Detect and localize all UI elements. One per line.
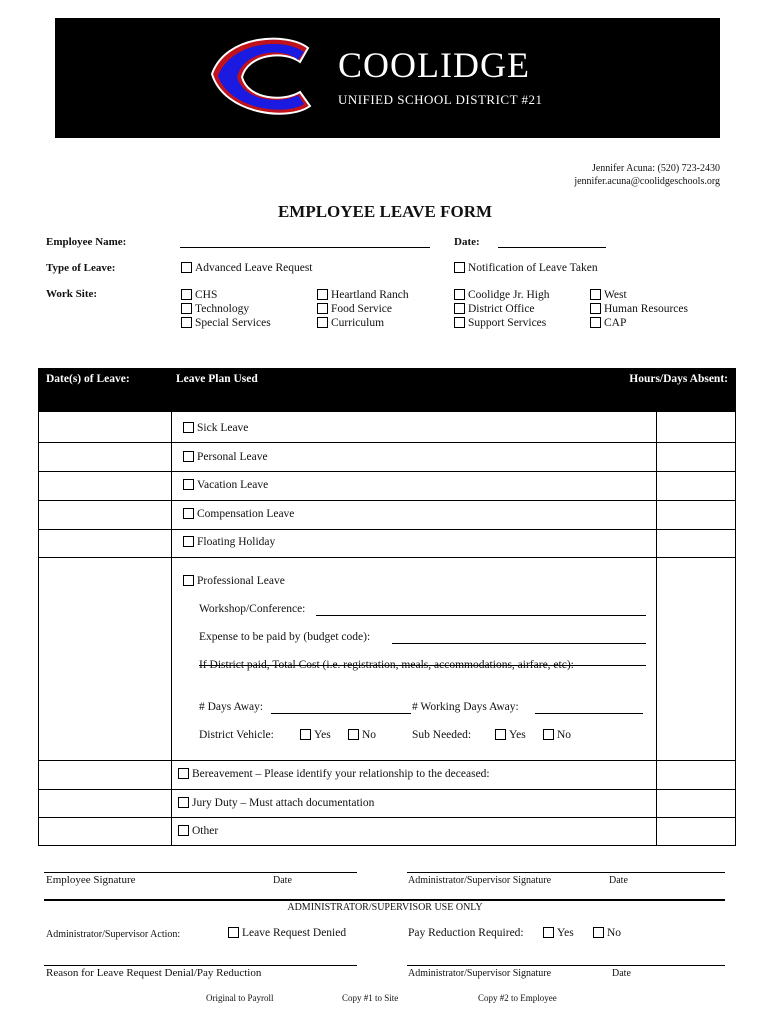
employee-signature-line[interactable] <box>44 872 357 873</box>
personal-leave-option[interactable]: Personal Leave <box>183 451 268 463</box>
employee-name-field[interactable] <box>180 247 430 248</box>
professional-leave-option[interactable]: Professional Leave <box>183 575 285 587</box>
checkbox[interactable] <box>183 479 194 490</box>
sub-no-option[interactable]: No <box>543 729 571 741</box>
checkbox[interactable] <box>590 289 601 300</box>
site-coolidge-jr-high[interactable]: Coolidge Jr. High <box>454 288 549 302</box>
sick-leave-option[interactable]: Sick Leave <box>183 422 248 434</box>
pay-reduction-yes[interactable]: Yes <box>543 927 574 939</box>
expense-field[interactable] <box>392 643 646 644</box>
admin-signature-label-2: Administrator/Supervisor Signature <box>408 968 552 979</box>
checkbox[interactable] <box>590 303 601 314</box>
jury-duty-option[interactable]: Jury Duty – Must attach documentation <box>178 797 374 809</box>
checkbox[interactable] <box>317 303 328 314</box>
checkbox[interactable] <box>300 729 311 740</box>
checkbox[interactable] <box>181 289 192 300</box>
other-option[interactable]: Other <box>178 825 218 837</box>
col-plan-header: Leave Plan Used <box>176 373 258 385</box>
contact-phone: Jennifer Acuna: (520) 723-2430 <box>591 163 720 174</box>
checkbox[interactable] <box>181 262 192 273</box>
checkbox[interactable] <box>181 317 192 328</box>
checkbox[interactable] <box>454 262 465 273</box>
workshop-field[interactable] <box>316 615 646 616</box>
row-divider <box>38 789 736 790</box>
col-hours-header: Hours/Days Absent: <box>629 373 728 385</box>
employee-name-label: Employee Name: <box>46 236 127 248</box>
row-divider <box>38 471 736 472</box>
checkbox[interactable] <box>228 927 239 938</box>
checkbox[interactable] <box>181 303 192 314</box>
checkbox[interactable] <box>454 317 465 328</box>
district-paid-label: If District paid, Total Cost (i.e. registration, meals, accommodations, airfare, etc): <box>199 659 574 671</box>
checkbox[interactable] <box>317 289 328 300</box>
row-divider <box>38 529 736 530</box>
site-chs[interactable]: CHS <box>181 288 271 302</box>
admin-date-label: Date <box>609 875 628 886</box>
checkbox[interactable] <box>348 729 359 740</box>
date-field[interactable] <box>498 247 606 248</box>
work-site-col-1 <box>181 288 271 330</box>
sub-yes-option[interactable]: Yes <box>495 729 526 741</box>
district-c-logo <box>204 34 334 120</box>
reason-line[interactable] <box>44 965 357 966</box>
admin-action-label: Administrator/Supervisor Action: <box>46 929 181 940</box>
sub-needed-label: Sub Needed: <box>412 729 472 741</box>
checkbox[interactable] <box>183 536 194 547</box>
floating-holiday-option[interactable]: Floating Holiday <box>183 536 275 548</box>
form-title: EMPLOYEE LEAVE FORM <box>277 202 493 221</box>
expense-label: Expense to be paid by (budget code): <box>199 631 371 643</box>
checkbox[interactable] <box>183 575 194 586</box>
employee-date-label: Date <box>273 875 292 886</box>
row-divider <box>38 817 736 818</box>
pay-reduction-label: Pay Reduction Required: <box>408 927 524 939</box>
admin-date-label-2: Date <box>612 968 631 979</box>
checkbox[interactable] <box>178 797 189 808</box>
employee-signature-label: Employee Signature <box>46 874 136 886</box>
site-food-service[interactable]: Food Service <box>317 302 409 316</box>
site-support-services[interactable]: Support Services <box>454 316 549 330</box>
copy-site: Copy #1 to Site <box>342 993 399 1003</box>
checkbox[interactable] <box>183 451 194 462</box>
checkbox[interactable] <box>183 508 194 519</box>
vacation-leave-option[interactable]: Vacation Leave <box>183 479 268 491</box>
site-technology[interactable]: Technology <box>181 302 271 316</box>
work-site-col-3 <box>454 288 549 330</box>
work-site-col-2 <box>317 288 409 330</box>
site-west[interactable]: West <box>590 288 688 302</box>
reason-label: Reason for Leave Request Denial/Pay Reduction <box>46 967 262 979</box>
site-district-office[interactable]: District Office <box>454 302 549 316</box>
admin-signature-line[interactable] <box>407 872 725 873</box>
row-divider <box>38 500 736 501</box>
contact-info <box>574 162 720 188</box>
brand-name: COOLIDGE <box>338 45 530 85</box>
col-dates-header: Date(s) of Leave: <box>46 373 130 385</box>
site-heartland-ranch[interactable]: Heartland Ranch <box>317 288 409 302</box>
copy-payroll: Original to Payroll <box>206 993 274 1003</box>
admin-signature-line-2[interactable] <box>407 965 725 966</box>
copy-employee: Copy #2 to Employee <box>478 993 557 1003</box>
admin-only-heading: ADMINISTRATOR/SUPERVISOR USE ONLY <box>287 902 483 913</box>
checkbox[interactable] <box>593 927 604 938</box>
working-days-field[interactable] <box>535 713 643 714</box>
checkbox[interactable] <box>178 768 189 779</box>
checkbox[interactable] <box>454 303 465 314</box>
col-divider <box>171 412 172 846</box>
type-of-leave-label: Type of Leave: <box>46 262 116 274</box>
brand-subtitle: UNIFIED SCHOOL DISTRICT #21 <box>338 92 543 107</box>
site-cap[interactable]: CAP <box>590 316 688 330</box>
col-divider <box>656 412 657 846</box>
compensation-leave-option[interactable]: Compensation Leave <box>183 508 294 520</box>
site-human-resources[interactable]: Human Resources <box>590 302 688 316</box>
working-days-label: # Working Days Away: <box>412 701 519 713</box>
leave-denied-option[interactable]: Leave Request Denied <box>228 927 346 939</box>
date-label: Date: <box>454 236 480 248</box>
row-divider <box>38 557 736 558</box>
row-divider <box>38 442 736 443</box>
advanced-leave-option[interactable]: Advanced Leave Request <box>181 262 313 274</box>
admin-section-divider <box>44 899 725 901</box>
workshop-label: Workshop/Conference: <box>199 603 306 615</box>
site-curriculum[interactable]: Curriculum <box>317 316 409 330</box>
vehicle-yes-option[interactable]: Yes <box>300 729 331 741</box>
checkbox[interactable] <box>454 289 465 300</box>
checkbox[interactable] <box>495 729 506 740</box>
contact-email: jennifer.acuna@coolidgeschools.org <box>574 176 720 187</box>
checkbox[interactable] <box>543 729 554 740</box>
work-site-col-4 <box>590 288 688 330</box>
leave-table-header <box>38 368 736 412</box>
admin-signature-label: Administrator/Supervisor Signature <box>408 875 552 886</box>
checkbox[interactable] <box>543 927 554 938</box>
checkbox[interactable] <box>178 825 189 836</box>
district-paid-field[interactable] <box>199 665 646 666</box>
checkbox[interactable] <box>590 317 601 328</box>
district-vehicle-label: District Vehicle: <box>199 729 274 741</box>
notification-leave-option[interactable]: Notification of Leave Taken <box>454 262 598 274</box>
days-away-field[interactable] <box>271 713 411 714</box>
days-away-label: # Days Away: <box>199 701 264 713</box>
pay-reduction-no[interactable]: No <box>593 927 621 939</box>
site-special-services[interactable]: Special Services <box>181 316 271 330</box>
bereavement-option[interactable]: Bereavement – Please identify your relationship to the deceased: <box>178 768 490 780</box>
work-site-label: Work Site: <box>46 288 98 300</box>
row-divider <box>38 760 736 761</box>
vehicle-no-option[interactable]: No <box>348 729 376 741</box>
checkbox[interactable] <box>183 422 194 433</box>
checkbox[interactable] <box>317 317 328 328</box>
